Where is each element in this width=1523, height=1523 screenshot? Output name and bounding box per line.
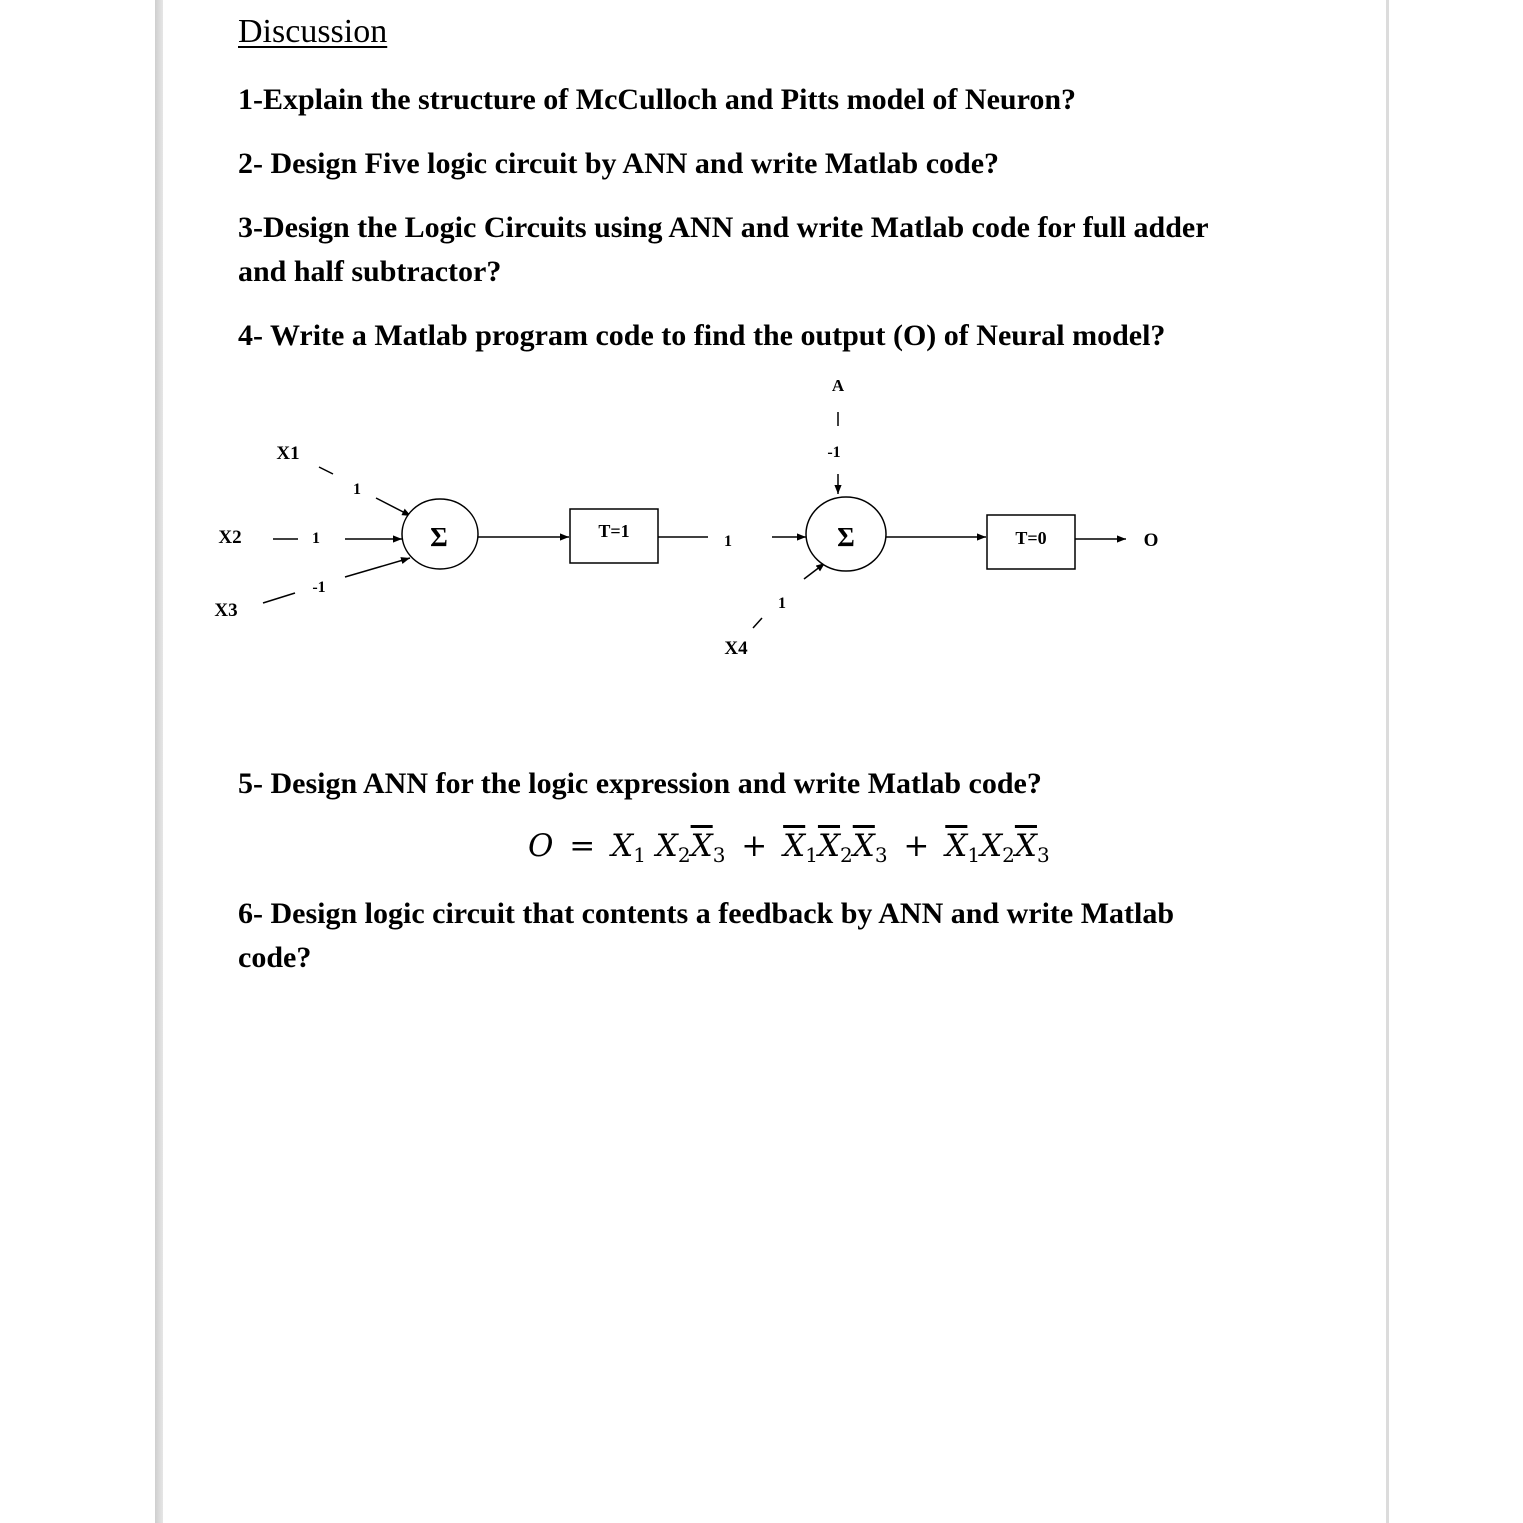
- term2-x3-bar: $\overline{X}_3$: [852, 828, 888, 867]
- formula-equals: =: [569, 828, 596, 864]
- term3-x2: $X_2$: [980, 828, 1015, 867]
- threshold-2-label: T=0: [1015, 528, 1047, 548]
- sigma-symbol-2: Σ: [837, 522, 855, 552]
- input-x2-label: X2: [218, 527, 242, 548]
- input-x3-label: X3: [214, 600, 238, 621]
- term2-x1-bar: $\overline{X}_1$: [783, 828, 818, 867]
- x4-arrow: [804, 563, 825, 579]
- x1-dash: [319, 467, 333, 474]
- sigma-symbol-1: Σ: [430, 522, 448, 552]
- logic-expression: [528, 828, 1050, 867]
- term2-x2-bar: $\overline{X}_2$: [817, 828, 853, 867]
- question-1: 1-Explain the structure of McCulloch and Pitts model of Neuron?: [238, 83, 1077, 116]
- x3-arrow: [345, 558, 410, 577]
- question-5: 5- Design ANN for the logic expression and write Matlab code?: [238, 767, 1042, 800]
- input-x1-label: X1: [276, 443, 300, 464]
- question-6-line-1: 6- Design logic circuit that contents a feedback by ANN and write Matlab: [238, 897, 1175, 930]
- term1-x2: $X_2$: [655, 828, 691, 867]
- weight-x4-label: 1: [778, 595, 786, 612]
- question-2: 2- Design Five logic circuit by ANN and write Matlab code?: [238, 147, 1000, 180]
- formula-lhs: O: [528, 828, 554, 864]
- x1-arrow: [376, 498, 411, 516]
- formula-plus-2: +: [903, 828, 930, 864]
- formula-plus-1: +: [741, 828, 768, 864]
- weight-x1-label: 1: [353, 481, 361, 498]
- term1-x3-bar: $\overline{X}_3$: [690, 828, 726, 867]
- threshold-1-label: T=1: [598, 521, 630, 541]
- x4-dash: [753, 618, 762, 628]
- term3-x1-bar: $\overline{X}_1$: [945, 828, 981, 867]
- term3-x3-bar: $\overline{X}_3$: [1014, 828, 1050, 867]
- output-label: O: [1143, 530, 1159, 551]
- weight-x2-label: 1: [312, 530, 320, 547]
- question-3-line-1: 3-Design the Logic Circuits using ANN and write Matlab code for full adder: [238, 211, 1209, 244]
- input-x4-label: X4: [724, 638, 748, 659]
- x3-dash: [263, 593, 295, 603]
- weight-x3-label: -1: [312, 579, 326, 596]
- question-6-line-2: code?: [238, 941, 312, 974]
- question-4: 4- Write a Matlab program code to find the output (O) of Neural model?: [238, 319, 1166, 352]
- discussion-heading: Discussion: [238, 13, 388, 50]
- weight-hidden-label: 1: [724, 533, 732, 550]
- input-a-label: A: [831, 376, 845, 395]
- question-3-line-2: and half subtractor?: [238, 255, 502, 288]
- weight-a-label: -1: [827, 444, 841, 461]
- term1-x1: $X_1$: [611, 828, 646, 867]
